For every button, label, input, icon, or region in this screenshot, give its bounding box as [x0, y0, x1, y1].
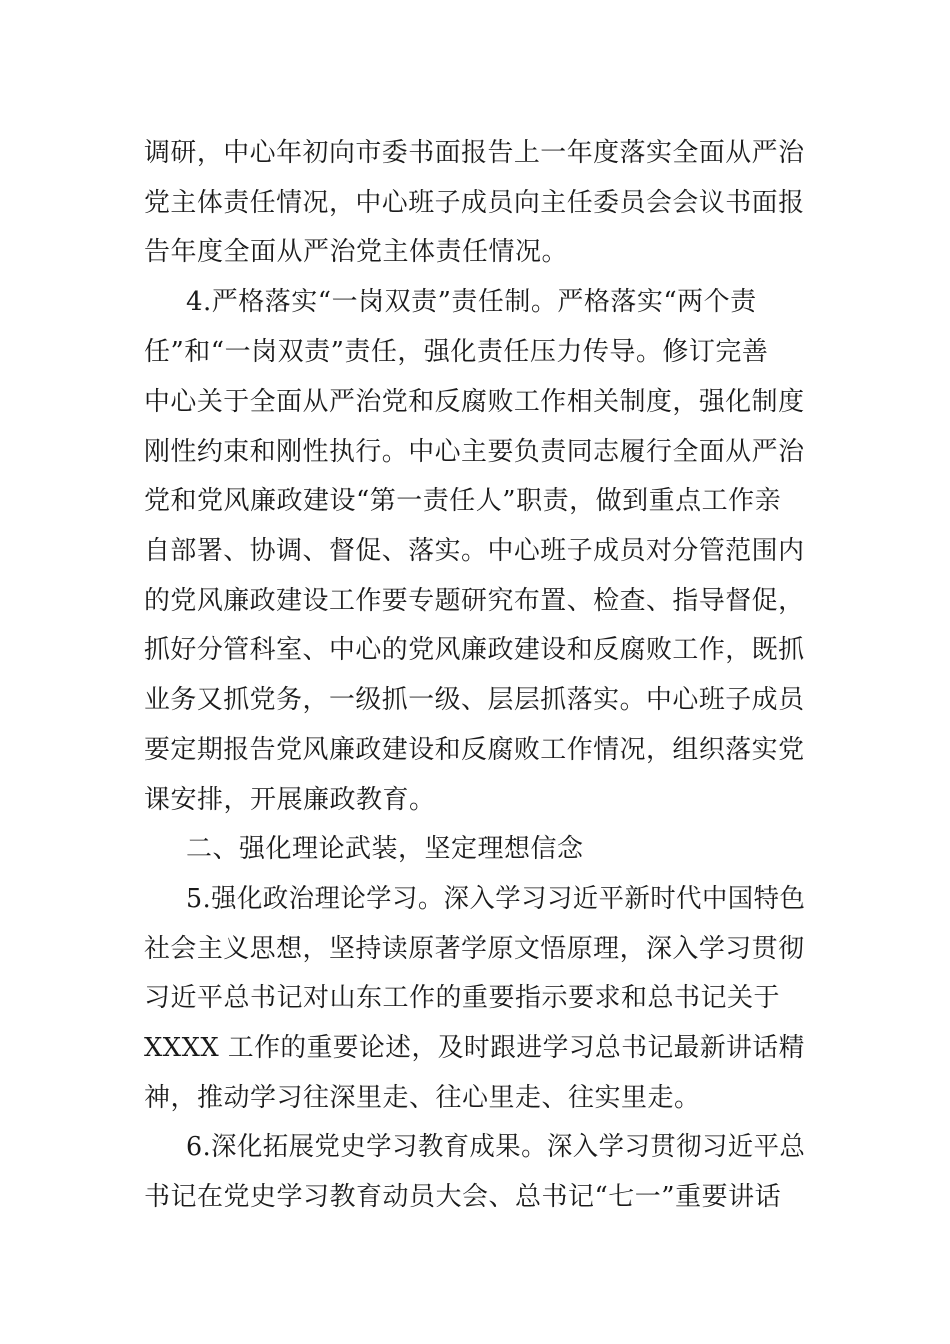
paragraph-4-heading: 4.严格落实“一岗双责”责任制。严格落实“两个责: [186, 287, 757, 317]
text-line: 业务又抓党务，一级抓一级、层层抓落实。中心班子成员: [144, 685, 805, 715]
text-line: 抓好分管科室、中心的党风廉政建设和反腐败工作，既抓: [144, 635, 805, 665]
text-line: 神，推动学习往深里走、往心里走、往实里走。: [144, 1083, 701, 1113]
text-line: 书记在党史学习教育动员大会、总书记“七一”重要讲话: [144, 1182, 782, 1212]
paragraph-5-heading: 5.强化政治理论学习。深入学习习近平新时代中国特色: [186, 884, 806, 914]
text-line: 调研，中心年初向市委书面报告上一年度落实全面从严治: [144, 138, 805, 168]
text-line: 中心关于全面从严治党和反腐败工作相关制度，强化制度: [144, 387, 805, 417]
text-line: 刚性约束和刚性执行。中心主要负责同志履行全面从严治: [144, 437, 805, 467]
text-line: 党和党风廉政建设“第一责任人”职责，做到重点工作亲: [144, 486, 782, 516]
text-line: 课安排，开展廉政教育。: [144, 785, 436, 815]
text-line: 任”和“一岗双责”责任，强化责任压力传导。修订完善: [144, 337, 769, 367]
section-heading: 二、强化理论武装，坚定理想信念: [186, 834, 584, 864]
paragraph-6-heading: 6.深化拓展党史学习教育成果。深入学习贯彻习近平总: [186, 1132, 806, 1162]
text-line: 要定期报告党风廉政建设和反腐败工作情况，组织落实党: [144, 735, 805, 765]
text-line: 自部署、协调、督促、落实。中心班子成员对分管范围内: [144, 536, 805, 566]
text-line: 的党风廉政建设工作要专题研究布置、检查、指导督促，: [144, 586, 805, 616]
text-line: 告年度全面从严治党主体责任情况。: [144, 237, 569, 267]
text-line: 社会主义思想，坚持读原著学原文悟原理，深入学习贯彻: [144, 934, 805, 964]
text-line: XXXX 工作的重要论述，及时跟进学习总书记最新讲话精: [144, 1033, 805, 1063]
text-line: 党主体责任情况，中心班子成员向主任委员会会议书面报: [144, 188, 805, 218]
text-line: 习近平总书记对山东工作的重要指示要求和总书记关于: [144, 983, 781, 1013]
